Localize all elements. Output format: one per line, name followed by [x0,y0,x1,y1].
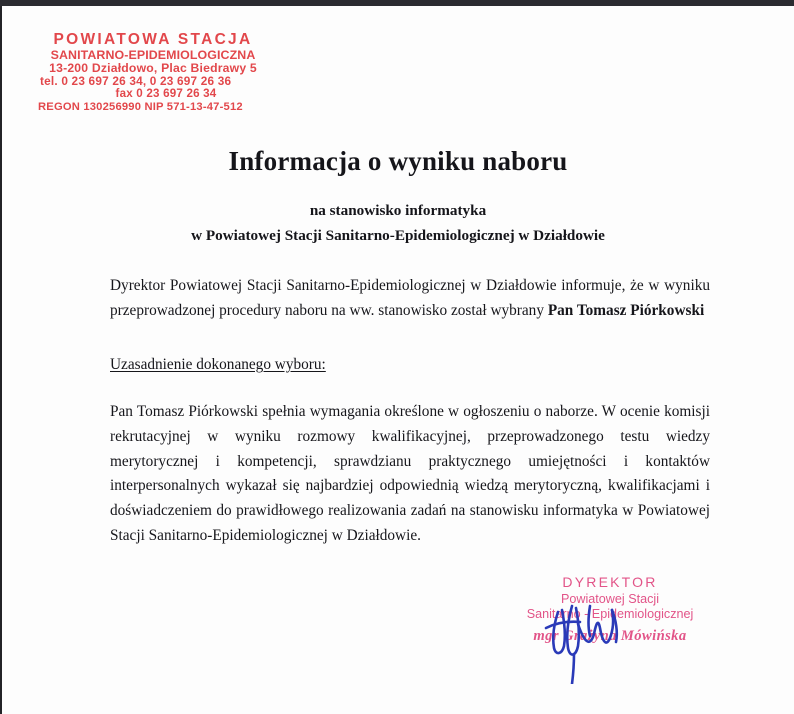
stamp-line-address: 13-200 Działdowo, Plac Biedrawy 5 [49,61,257,76]
page-subtitle [2,199,794,248]
stamp-line-regon-nip: REGON 130256990 NIP 571-13-47-512 [38,100,243,113]
scan-left-edge [0,6,2,714]
stamp-line-telephone: tel. 0 23 697 26 34, 0 23 697 26 36 [40,74,232,89]
subtitle-position: na stanowisko informatyka [309,202,487,219]
page-title: Informacja o wyniku naboru [228,146,568,176]
document-page [2,6,794,714]
stamp-line-organisation-2: SANITARNO-EPIDEMIOLOGICZNA [50,47,256,62]
stamp-line-organisation-1: POWIATOWA STACJA [53,31,253,48]
reason-heading: Uzasadnienie dokonanego wyboru: [110,356,326,373]
stamp-line-fax: fax 0 23 697 26 34 [115,87,217,101]
scan-top-bar [0,0,794,6]
subtitle-institution: w Powiatowej Stacji Sanitarno-Epidemiologicznej w Działdowie [191,226,605,244]
signature-block [500,574,720,684]
intro-paragraph-text: Dyrektor Powiatowej Stacji Sanitarno-Epidemiologicznej w Działdowie informuje, że w wyniku przeprowadzonej procedury naboru na ww. stanowisko został wybrany [110,277,710,319]
intro-paragraph [110,274,710,324]
director-stamp-line-department: Sanitarno - Epidemiologicznej [526,607,694,622]
justification-paragraph: Pan Tomasz Piórkowski spełnia wymagania określone w ogłoszeniu o naborze. W ocenie komisji rekrutacyjnej w wyniku rozmowy kwalifikacyjnej, przeprowadzonego testu wiedzy merytorycznej i kompetencji, sprawdzianu praktycznego umiejętności i kontaktów interpersonalnych wykazał się najbardziej odpowiednią wiedzą merytoryczną, kwalifikacjami i doświadczeniem do prawidłowego realizowania zadań na stanowisku informatyka w Powiatowej Stacji Sanitarno-Epidemiologicznej w Działdowie. [110,403,710,544]
director-stamp [500,574,720,645]
director-stamp-line-station: Powiatowej Stacji [561,591,659,606]
director-stamp-line-title: DYREKTOR [562,574,658,590]
director-name: mgr Grażyna Mówińska [533,627,687,644]
organisation-stamp [38,32,268,113]
selected-candidate-name: Pan Tomasz Piórkowski [547,301,705,319]
